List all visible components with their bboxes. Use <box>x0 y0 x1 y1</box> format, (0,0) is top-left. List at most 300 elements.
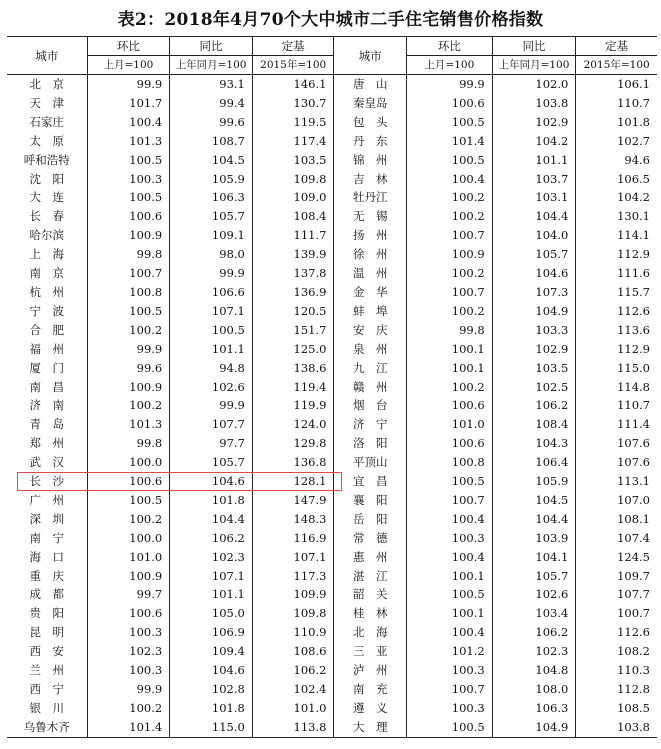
city-left-cell: 银 川 <box>7 699 87 718</box>
mom-left-cell: 100.2 <box>87 510 170 529</box>
city-left-cell: 厦 门 <box>7 359 87 378</box>
base-right-cell: 111.6 <box>617 266 650 281</box>
yoy-right-cell: 106.2 <box>492 396 576 415</box>
base-left-cell: 148.3 <box>252 510 334 529</box>
mom-right-cell: 99.8 <box>407 321 493 340</box>
mom-left-cell: 99.9 <box>87 75 170 94</box>
base-left-cell: 139.9 <box>252 245 334 264</box>
table-row <box>7 434 657 453</box>
mom-right-cell: 100.7 <box>407 680 493 699</box>
city-left-cell: 贵 阳 <box>7 604 87 623</box>
base-left-cell: 119.9 <box>252 396 334 415</box>
mom-right-cell: 100.4 <box>407 623 493 642</box>
yoy-sub-right: 上年同月=100 <box>492 56 576 75</box>
table-row <box>7 264 657 283</box>
mom-left-cell: 101.3 <box>87 415 170 434</box>
table-row <box>7 226 657 245</box>
yoy-left-cell: 97.7 <box>170 434 253 453</box>
city-right-cell: 无 锡 <box>334 207 407 226</box>
table-row <box>7 510 657 529</box>
yoy-right-cell: 103.8 <box>492 94 576 113</box>
base-left-cell: 124.0 <box>252 415 334 434</box>
city-header-right: 城市 <box>334 37 407 75</box>
yoy-left-cell: 108.7 <box>170 132 253 151</box>
city-right-cell: 泉 州 <box>334 340 407 359</box>
yoy-right-cell: 104.1 <box>492 548 576 567</box>
city-left-cell: 郑 州 <box>7 434 87 453</box>
mom-right-cell: 100.7 <box>407 226 493 245</box>
city-right-cell: 南 充 <box>334 680 407 699</box>
city-header-left: 城市 <box>7 37 87 75</box>
base-left-cell: 136.8 <box>252 453 334 472</box>
table-row <box>7 718 657 737</box>
base-right-cell: 106.5 <box>617 171 650 186</box>
mom-left-cell: 100.0 <box>87 453 170 472</box>
table-row <box>7 283 657 302</box>
yoy-left-cell: 105.9 <box>170 170 253 189</box>
mom-right-cell: 100.1 <box>407 604 493 623</box>
mom-right-cell: 100.5 <box>407 472 493 491</box>
table-row <box>7 585 657 604</box>
base-left-cell: 151.7 <box>252 321 334 340</box>
base-left-cell: 109.0 <box>252 188 334 207</box>
table-row <box>7 302 657 321</box>
mom-left-cell: 100.2 <box>87 321 170 340</box>
yoy-right-cell: 103.9 <box>492 529 576 548</box>
mom-left-cell: 100.2 <box>87 396 170 415</box>
base-right-cell: 101.8 <box>617 114 650 129</box>
base-right-cell: 110.7 <box>617 95 650 110</box>
mom-right-cell: 100.6 <box>407 396 493 415</box>
base-right-cell: 102.7 <box>617 133 650 148</box>
city-left-cell: 福 州 <box>7 340 87 359</box>
base-left-cell: 138.6 <box>252 359 334 378</box>
city-right-cell: 烟 台 <box>334 396 407 415</box>
base-left-cell: 120.5 <box>252 302 334 321</box>
base-right-cell: 112.9 <box>617 247 650 262</box>
base-right-cell: 115.0 <box>617 360 650 375</box>
city-right-cell: 三 亚 <box>334 642 407 661</box>
yoy-left-cell: 104.4 <box>170 510 253 529</box>
city-right-cell: 锦 州 <box>334 151 407 170</box>
mom-left-cell: 100.9 <box>87 567 170 586</box>
table-row <box>7 567 657 586</box>
mom-right-cell: 100.6 <box>407 434 493 453</box>
city-right-cell: 湛 江 <box>334 567 407 586</box>
mom-left-cell: 100.9 <box>87 226 170 245</box>
base-left-cell: 101.0 <box>252 699 334 718</box>
base-left-cell: 107.1 <box>252 548 334 567</box>
city-left-cell: 武 汉 <box>7 453 87 472</box>
table-row <box>7 472 657 491</box>
yoy-left-cell: 106.6 <box>170 283 253 302</box>
base-right-cell: 103.8 <box>576 718 657 737</box>
mom-left-cell: 100.8 <box>87 283 170 302</box>
mom-right-cell: 100.2 <box>407 188 493 207</box>
table-row <box>7 207 657 226</box>
base-left-cell: 103.5 <box>252 151 334 170</box>
city-right-cell: 安 庆 <box>334 321 407 340</box>
yoy-right-cell: 103.3 <box>492 321 576 340</box>
base-right-cell: 94.6 <box>624 152 650 167</box>
city-left-cell: 上 海 <box>7 245 87 264</box>
mom-left-cell: 100.7 <box>87 264 170 283</box>
table-row <box>7 604 657 623</box>
city-left-cell: 北 京 <box>7 75 87 94</box>
mom-right-cell: 100.5 <box>407 585 493 604</box>
yoy-right-cell: 102.3 <box>492 642 576 661</box>
mom-left-cell: 100.0 <box>87 529 170 548</box>
base-right-cell: 107.6 <box>617 436 650 451</box>
yoy-left-cell: 101.1 <box>170 585 253 604</box>
base-left-cell: 117.3 <box>252 567 334 586</box>
mom-right-cell: 100.4 <box>407 170 493 189</box>
yoy-left-cell: 102.6 <box>170 378 253 397</box>
city-right-cell: 扬 州 <box>334 226 407 245</box>
mom-left-cell: 100.5 <box>87 151 170 170</box>
base-left-cell: 119.4 <box>252 378 334 397</box>
table-row <box>7 415 657 434</box>
base-left-cell: 119.5 <box>252 113 334 132</box>
table-row <box>7 680 657 699</box>
base-left-cell: 113.8 <box>252 718 334 737</box>
table-row <box>7 94 657 113</box>
table-row <box>7 75 657 94</box>
base-right-cell: 107.4 <box>617 530 650 545</box>
yoy-left-cell: 105.7 <box>170 453 253 472</box>
city-right-cell: 丹 东 <box>334 132 407 151</box>
table-row <box>7 623 657 642</box>
yoy-left-cell: 94.8 <box>170 359 253 378</box>
table-row <box>7 245 657 264</box>
base-right-cell: 112.6 <box>617 625 650 640</box>
base-right-cell: 115.7 <box>617 284 650 299</box>
mom-right-cell: 100.3 <box>407 661 493 680</box>
yoy-right-cell: 108.0 <box>492 680 576 699</box>
mom-right-cell: 100.2 <box>407 264 493 283</box>
base-sub-left: 2015年=100 <box>252 56 334 75</box>
yoy-left-cell: 115.0 <box>170 718 253 737</box>
city-right-cell: 宜 昌 <box>334 472 407 491</box>
yoy-left-cell: 104.5 <box>170 151 253 170</box>
mom-left-cell: 100.6 <box>87 472 170 491</box>
mom-right-cell: 100.5 <box>407 718 493 737</box>
yoy-left-cell: 109.1 <box>170 226 253 245</box>
mom-left-cell: 99.9 <box>87 340 170 359</box>
base-left-cell: 125.0 <box>252 340 334 359</box>
yoy-left-cell: 102.8 <box>170 680 253 699</box>
yoy-header-right: 同比 <box>492 37 576 56</box>
yoy-left-cell: 101.8 <box>170 491 253 510</box>
mom-right-cell: 100.8 <box>407 453 493 472</box>
base-left-cell: 146.1 <box>252 75 334 94</box>
city-left-cell: 南 京 <box>7 264 87 283</box>
yoy-right-cell: 104.3 <box>492 434 576 453</box>
city-right-cell: 洛 阳 <box>334 434 407 453</box>
mom-right-cell: 99.9 <box>407 75 493 94</box>
yoy-left-cell: 99.9 <box>170 396 253 415</box>
base-left-cell: 108.4 <box>252 207 334 226</box>
mom-right-cell: 100.6 <box>407 94 493 113</box>
base-right-cell: 108.5 <box>617 700 650 715</box>
table-row <box>7 548 657 567</box>
yoy-left-cell: 102.3 <box>170 548 253 567</box>
yoy-left-cell: 98.0 <box>170 245 253 264</box>
base-right-cell: 124.5 <box>617 549 650 564</box>
yoy-left-cell: 99.6 <box>170 113 253 132</box>
mom-right-cell: 100.1 <box>407 340 493 359</box>
yoy-right-cell: 103.4 <box>492 604 576 623</box>
base-right-cell: 108.1 <box>617 511 650 526</box>
city-right-cell: 九 江 <box>334 359 407 378</box>
yoy-left-cell: 107.1 <box>170 567 253 586</box>
city-right-cell: 韶 关 <box>334 585 407 604</box>
mom-right-cell: 100.1 <box>407 359 493 378</box>
yoy-right-cell: 104.4 <box>492 510 576 529</box>
mom-left-cell: 100.2 <box>87 699 170 718</box>
city-right-cell: 泸 州 <box>334 661 407 680</box>
city-left-cell: 南 宁 <box>7 529 87 548</box>
city-right-cell: 大 理 <box>334 718 407 737</box>
city-left-cell: 成 都 <box>7 585 87 604</box>
mom-right-cell: 101.4 <box>407 132 493 151</box>
base-right-cell: 108.2 <box>617 644 650 659</box>
yoy-left-cell: 100.5 <box>170 321 253 340</box>
mom-sub-right: 上月=100 <box>407 56 493 75</box>
yoy-right-cell: 102.5 <box>492 378 576 397</box>
mom-left-cell: 99.8 <box>87 245 170 264</box>
mom-left-cell: 101.7 <box>87 94 170 113</box>
yoy-left-cell: 107.1 <box>170 302 253 321</box>
yoy-right-cell: 101.1 <box>492 151 576 170</box>
yoy-right-cell: 104.0 <box>492 226 576 245</box>
base-right-cell: 110.3 <box>617 663 650 678</box>
yoy-right-cell: 106.3 <box>492 699 576 718</box>
yoy-right-cell: 103.7 <box>492 170 576 189</box>
base-right-cell: 112.9 <box>617 341 650 356</box>
mom-left-cell: 99.6 <box>87 359 170 378</box>
city-left-cell: 杭 州 <box>7 283 87 302</box>
city-left-cell: 合 肥 <box>7 321 87 340</box>
base-right-cell: 114.1 <box>617 228 650 243</box>
base-right-cell: 107.0 <box>617 492 650 507</box>
city-right-cell: 蚌 埠 <box>334 302 407 321</box>
table-row <box>7 113 657 132</box>
base-left-cell: 128.1 <box>252 472 334 491</box>
base-left-cell: 137.8 <box>252 264 334 283</box>
base-left-cell: 106.2 <box>252 661 334 680</box>
mom-left-cell: 101.3 <box>87 132 170 151</box>
yoy-left-cell: 105.7 <box>170 207 253 226</box>
mom-header-right: 环比 <box>407 37 493 56</box>
city-right-cell: 秦皇岛 <box>334 94 407 113</box>
yoy-left-cell: 106.2 <box>170 529 253 548</box>
yoy-left-cell: 105.0 <box>170 604 253 623</box>
table-row <box>7 642 657 661</box>
mom-right-cell: 100.3 <box>407 699 493 718</box>
subheader-row <box>7 56 657 75</box>
city-left-cell: 青 岛 <box>7 415 87 434</box>
city-left-cell: 呼和浩特 <box>7 151 87 170</box>
yoy-header-left: 同比 <box>170 37 253 56</box>
mom-left-cell: 102.3 <box>87 642 170 661</box>
city-left-cell: 海 口 <box>7 548 87 567</box>
base-left-cell: 109.8 <box>252 170 334 189</box>
city-right-cell: 徐 州 <box>334 245 407 264</box>
city-left-cell: 西 安 <box>7 642 87 661</box>
city-right-cell: 常 德 <box>334 529 407 548</box>
city-left-cell: 大 连 <box>7 188 87 207</box>
mom-left-cell: 100.6 <box>87 604 170 623</box>
mom-sub-left: 上月=100 <box>87 56 170 75</box>
base-right-cell: 109.7 <box>617 568 650 583</box>
city-left-cell: 南 昌 <box>7 378 87 397</box>
yoy-left-cell: 107.7 <box>170 415 253 434</box>
yoy-right-cell: 103.1 <box>492 188 576 207</box>
city-left-cell: 深 圳 <box>7 510 87 529</box>
mom-left-cell: 99.7 <box>87 585 170 604</box>
mom-left-cell: 101.0 <box>87 548 170 567</box>
page-title: 表2：2018年4月70个大中城市二手住宅销售价格指数 <box>117 10 544 30</box>
base-header-right: 定基 <box>576 37 657 56</box>
base-left-cell: 130.7 <box>252 94 334 113</box>
city-left-cell: 哈尔滨 <box>7 226 87 245</box>
mom-right-cell: 100.5 <box>407 113 493 132</box>
base-right-cell: 107.7 <box>617 587 650 602</box>
yoy-left-cell: 99.9 <box>170 264 253 283</box>
yoy-left-cell: 106.9 <box>170 623 253 642</box>
table-row <box>7 699 657 718</box>
yoy-right-cell: 106.4 <box>492 453 576 472</box>
city-left-cell: 济 南 <box>7 396 87 415</box>
yoy-left-cell: 101.8 <box>170 699 253 718</box>
base-left-cell: 116.9 <box>252 529 334 548</box>
base-left-cell: 110.9 <box>252 623 334 642</box>
city-right-cell: 牡丹江 <box>334 188 407 207</box>
base-left-cell: 129.8 <box>252 434 334 453</box>
city-left-cell: 太 原 <box>7 132 87 151</box>
city-right-cell: 包 头 <box>334 113 407 132</box>
mom-left-cell: 99.8 <box>87 434 170 453</box>
city-left-cell: 乌鲁木齐 <box>7 718 87 737</box>
yoy-right-cell: 106.2 <box>492 623 576 642</box>
table-body <box>7 75 657 738</box>
city-left-cell: 西 宁 <box>7 680 87 699</box>
table-row <box>7 453 657 472</box>
mom-right-cell: 100.2 <box>407 378 493 397</box>
yoy-left-cell: 101.1 <box>170 340 253 359</box>
mom-header-left: 环比 <box>87 37 170 56</box>
base-right-cell: 112.8 <box>617 682 650 696</box>
table-row <box>7 661 657 680</box>
table-row <box>7 151 657 170</box>
city-right-cell: 吉 林 <box>334 170 407 189</box>
table-row <box>7 132 657 151</box>
city-right-cell: 金 华 <box>334 283 407 302</box>
city-left-cell: 天 津 <box>7 94 87 113</box>
city-left-cell: 广 州 <box>7 491 87 510</box>
mom-right-cell: 101.2 <box>407 642 493 661</box>
table-row <box>7 396 657 415</box>
city-right-cell: 襄 阳 <box>334 491 407 510</box>
base-right-cell: 110.7 <box>617 398 650 413</box>
base-left-cell: 111.7 <box>252 226 334 245</box>
yoy-left-cell: 99.4 <box>170 94 253 113</box>
table-row <box>7 340 657 359</box>
mom-left-cell: 100.3 <box>87 170 170 189</box>
city-right-cell: 惠 州 <box>334 548 407 567</box>
yoy-right-cell: 104.9 <box>492 302 576 321</box>
mom-right-cell: 100.1 <box>407 567 493 586</box>
price-index-table <box>7 36 657 738</box>
base-left-cell: 117.4 <box>252 132 334 151</box>
city-right-cell: 济 宁 <box>334 415 407 434</box>
table-row <box>7 529 657 548</box>
mom-left-cell: 100.5 <box>87 491 170 510</box>
city-left-cell: 宁 波 <box>7 302 87 321</box>
city-left-cell: 沈 阳 <box>7 170 87 189</box>
yoy-left-cell: 93.1 <box>170 75 253 94</box>
table-row <box>7 321 657 340</box>
city-left-cell: 兰 州 <box>7 661 87 680</box>
yoy-sub-left: 上年同月=100 <box>170 56 253 75</box>
base-left-cell: 109.8 <box>252 604 334 623</box>
city-right-cell: 岳 阳 <box>334 510 407 529</box>
yoy-right-cell: 104.8 <box>492 661 576 680</box>
yoy-right-cell: 105.7 <box>492 245 576 264</box>
mom-right-cell: 100.5 <box>407 151 493 170</box>
base-right-cell: 107.6 <box>617 455 650 470</box>
mom-right-cell: 100.2 <box>407 207 493 226</box>
yoy-left-cell: 109.4 <box>170 642 253 661</box>
base-right-cell: 111.4 <box>617 417 650 432</box>
mom-left-cell: 100.4 <box>87 113 170 132</box>
city-left-cell: 昆 明 <box>7 623 87 642</box>
city-left-cell: 长 春 <box>7 207 87 226</box>
base-right-cell: 130.1 <box>617 209 650 224</box>
table-row <box>7 378 657 397</box>
base-header-left: 定基 <box>252 37 334 56</box>
mom-right-cell: 100.7 <box>407 491 493 510</box>
table-row <box>7 170 657 189</box>
table-row <box>7 188 657 207</box>
base-right-cell: 104.2 <box>617 190 650 205</box>
base-right-cell: 112.6 <box>617 303 650 318</box>
yoy-right-cell: 108.4 <box>492 415 576 434</box>
base-left-cell: 109.9 <box>252 585 334 604</box>
base-left-cell: 108.6 <box>252 642 334 661</box>
yoy-right-cell: 104.9 <box>492 718 576 737</box>
city-left-cell: 石家庄 <box>7 113 87 132</box>
base-left-cell: 102.4 <box>252 680 334 699</box>
city-right-cell: 赣 州 <box>334 378 407 397</box>
mom-left-cell: 99.9 <box>87 680 170 699</box>
mom-left-cell: 100.9 <box>87 378 170 397</box>
yoy-left-cell: 104.6 <box>170 472 253 491</box>
yoy-left-cell: 104.6 <box>170 661 253 680</box>
yoy-right-cell: 104.5 <box>492 491 576 510</box>
mom-right-cell: 100.9 <box>407 245 493 264</box>
yoy-right-cell: 105.9 <box>492 472 576 491</box>
base-sub-right: 2015年=100 <box>576 56 657 75</box>
city-right-cell: 温 州 <box>334 264 407 283</box>
base-right-cell: 114.8 <box>617 379 650 394</box>
mom-left-cell: 100.3 <box>87 623 170 642</box>
city-left-cell: 长 沙 <box>7 472 87 491</box>
city-right-cell: 北 海 <box>334 623 407 642</box>
base-left-cell: 136.9 <box>252 283 334 302</box>
city-right-cell: 平顶山 <box>334 453 407 472</box>
